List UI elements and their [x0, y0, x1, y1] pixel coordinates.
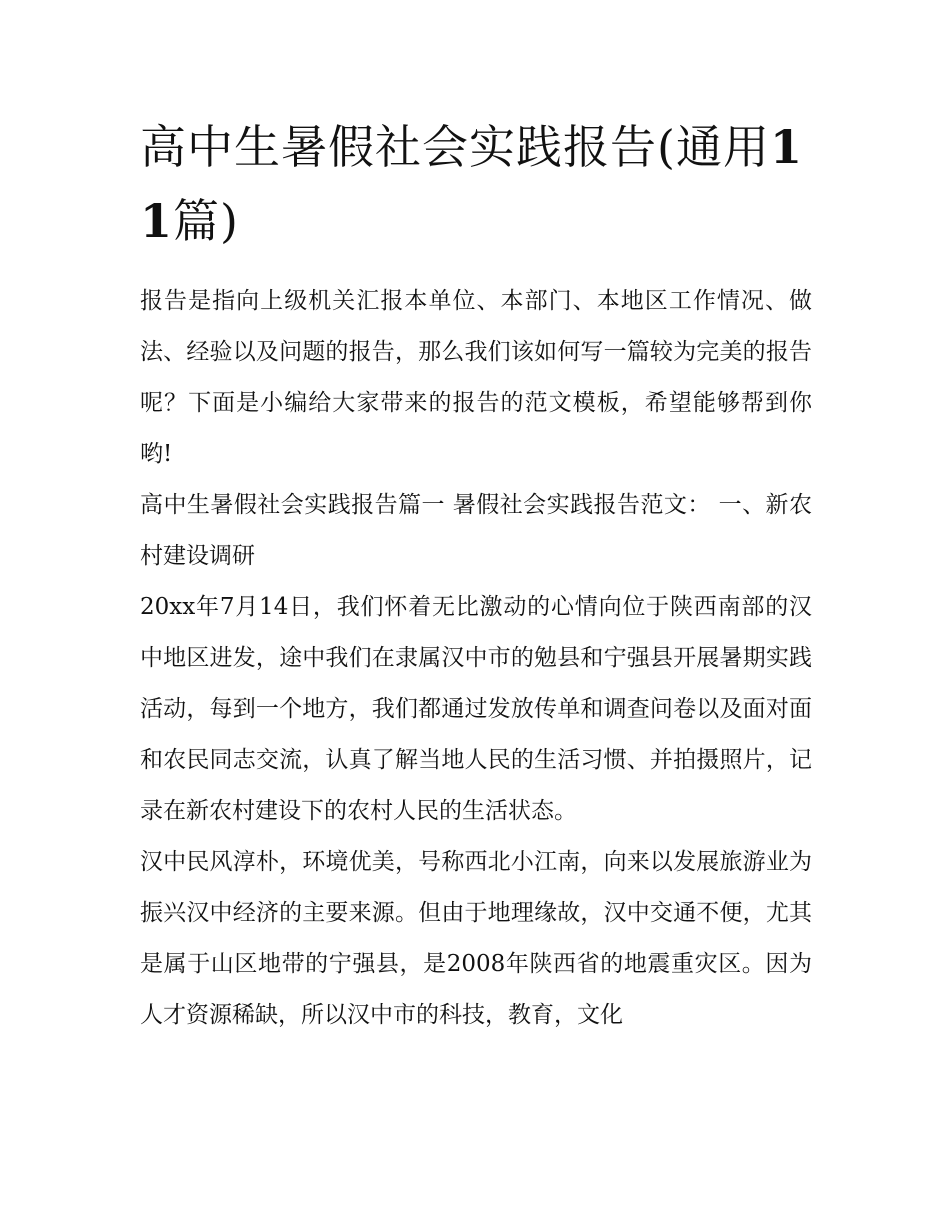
body-paragraph: 汉中民风淳朴，环境优美，号称西北小江南，向来以发展旅游业为振兴汉中经济的主要来源。但由于地理缘故，汉中交通不便，尤其是属于山区地带的宁强县，是2008年陕西省的地震重灾区。因为人才资源稀缺，所以汉中市的科技，教育，文化	[140, 849, 812, 1028]
title-number: 11	[140, 120, 803, 248]
intro-paragraph: 报告是指向上级机关汇报本单位、本部门、本地区工作情况、做法、经验以及问题的报告，那么我们该如何写一篇较为完美的报告呢？下面是小编给大家带来的报告的范文模板，希望能够帮到你哟!	[140, 288, 812, 467]
document-page	[140, 110, 812, 1041]
document-title: 高中生暑假社会实践报告(通用11篇)	[140, 120, 803, 248]
section-heading-paragraph: 高中生暑假社会实践报告篇一 暑假社会实践报告范文： 一、新农村建设调研	[140, 492, 812, 569]
body-paragraph: 20xx年7月14日，我们怀着无比激动的心情向位于陕西南部的汉中地区进发，途中我们在隶属汉中市的勉县和宁强县开展暑期实践活动，每到一个地方，我们都通过发放传单和调查问卷以及面对面和农民同志交流，认真了解当地人民的生活习惯、并拍摄照片，记录在新农村建设下的农村人民的生活状态。	[140, 594, 812, 824]
